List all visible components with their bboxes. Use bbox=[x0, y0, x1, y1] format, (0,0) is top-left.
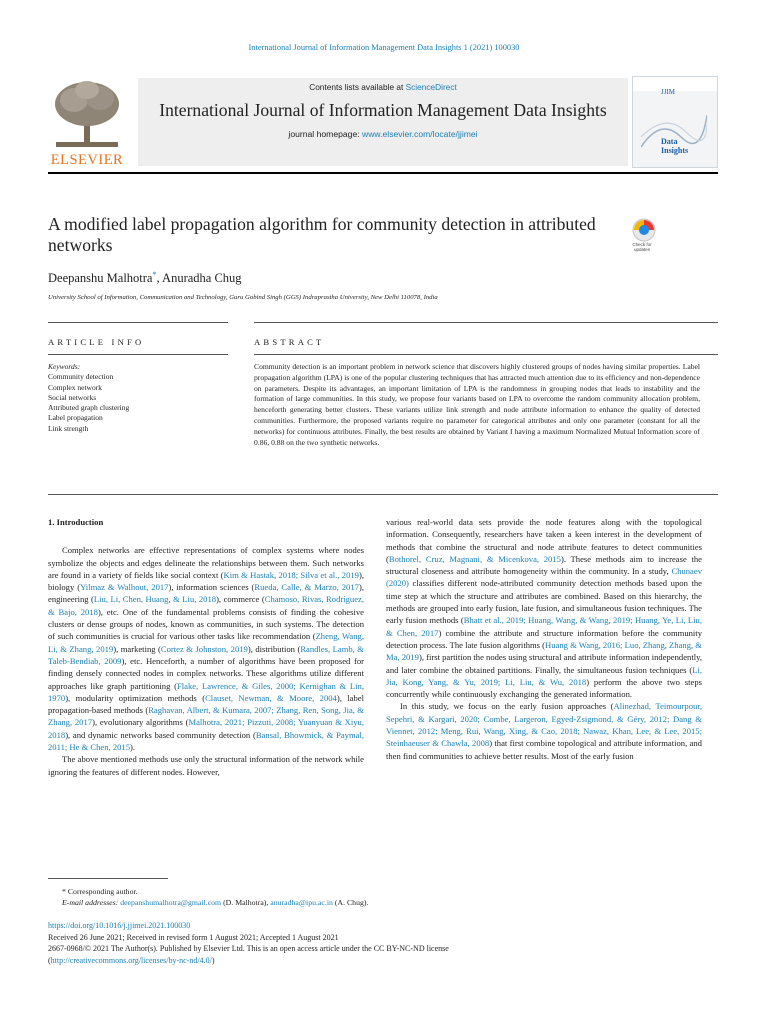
abstract-subrule bbox=[254, 354, 718, 355]
affiliation: University School of Information, Communication and Technology, Guru Gobind Singh (GGS) Indraprastha University, New Delhi 110078, India bbox=[48, 294, 438, 301]
footnotes bbox=[48, 886, 718, 908]
intro-paragraph-3: various real-world data sets provide the node features along with the topological information. Consequently, researchers have taken a keen interest in the development of methods that combine the structural and node attribute features to detect communities (Bothorel, Cruz, Magnani, & Micenkova, 2015). These methods aim to increase the structural closeness and attribute homogeneity within the community. In a study, Chunaev (2020) classifies different node-attributed community detection methods based upon the time step at which the structure and attributes are combined. Based on this hierarchy, the methods are grouped into early fusion, late fusion, and simultaneous fusion techniques. The early fusion methods (Bhatt et al., 2019; Huang, Wang, & Wang, 2019; Huang, Ye, Li, Liu, & Chen, 2017) combine the attribute and structure information before the community detection process. The late fusion algorithms (Huang & Wang, 2016; Luo, Zhang, Zhang, & Ma, 2019), first partition the nodes using structural and attribute information independently, and later combine the obtained partitions. Finally, the simultaneous fusion techniques (Li, Jia, Kong, Yang, & Yu, 2019; Li, Liu, & Wu, 2018) perform the above two steps concurrently while continuously exchanging the generated information. bbox=[386, 517, 703, 700]
copyright-line: 2667-0968/© 2021 The Author(s). Published by Elsevier Ltd. This is an open access article under the CC BY-NC-ND license bbox=[48, 944, 449, 953]
header-rule bbox=[48, 172, 718, 174]
elsevier-wordmark: ELSEVIER bbox=[50, 152, 124, 168]
citation-link[interactable]: Raghavan, Albert, & Kumara, 2007; Zhang, Ren, Song, Jia, & Zhang, 2017 bbox=[48, 705, 364, 728]
license-link[interactable]: http://creativecommons.org/licenses/by-nc-nd/4.0/ bbox=[50, 955, 212, 965]
citation-link[interactable]: Kim & Hastak, 2018; Silva et al., 2019 bbox=[223, 569, 359, 580]
left-column bbox=[48, 516, 364, 778]
corresponding-mark[interactable]: * bbox=[152, 270, 157, 279]
homepage-line: journal homepage: www.elsevier.com/locate/jjimei bbox=[288, 129, 478, 139]
cover-title: Data Insights bbox=[661, 137, 689, 155]
check-for-updates-label[interactable]: Check for updates bbox=[632, 242, 652, 252]
keywords-list bbox=[48, 372, 228, 434]
citation-link[interactable]: Huang & Wang, 2016; Luo, Zhang, Zhang, & Ma, 2019 bbox=[386, 639, 702, 663]
citation-link[interactable]: Malhotra, 2021; Pizzuti, 2008; Yuanyuan & Xiyu, 2018 bbox=[48, 717, 364, 740]
top-citation[interactable]: International Journal of Information Management Data Insights 1 (2021) 100030 bbox=[248, 43, 520, 52]
citation-link[interactable]: Clauset, Newman, & Moore, 2004 bbox=[205, 692, 337, 703]
citation-link[interactable]: Bothorel, Cruz, Magnani, & Micenkova, 2015 bbox=[388, 553, 561, 564]
author-list bbox=[48, 270, 242, 286]
author-1[interactable]: Deepanshu Malhotra bbox=[48, 271, 153, 286]
citation-link[interactable]: Bhatt et al., 2019; Huang, Wang, & Wang, 2019; Huang, Ye, Li, Liu, & Chen, 2017 bbox=[386, 615, 702, 638]
citation-link[interactable]: Chunaev (2020) bbox=[386, 566, 702, 589]
abstract-rule bbox=[254, 322, 718, 323]
citation-link[interactable]: Yilmaz & Walhout, 2017 bbox=[80, 582, 169, 593]
article-info-heading: ARTICLE INFO bbox=[48, 337, 145, 347]
keyword-item: Link strength bbox=[48, 423, 89, 433]
citation-link[interactable]: Li, Jia, Kong, Yang, & Yu, 2019; Li, Liu, & Wu, 2018 bbox=[386, 664, 702, 687]
abstract-bottom-rule bbox=[48, 494, 718, 495]
right-column bbox=[386, 516, 702, 762]
homepage-link[interactable]: www.elsevier.com/locate/jjimei bbox=[362, 129, 478, 139]
intro-paragraph-4: In this study, we focus on the early fusion approaches (Alinezhad, Teimourpour, Sepehri, & Kargari, 2020; Combe, Largeron, Egyed-Zsigmond, & Géry, 2012; Dang & Viennet, 2012; Meng, Rui, Wang, Xing, & Cao, 2018; Nawaz, Khan, Lee, & Lee, 2015; Steinhaeuser & Chawla, 2008) that first combine topological and attribute information, and then find communities to achieve better results. Most of the early fusion bbox=[386, 701, 702, 761]
elsevier-tree-icon bbox=[52, 78, 122, 150]
author-2[interactable]: , Anuradha Chug bbox=[156, 271, 242, 286]
citation-link[interactable]: Zheng, Wang, Li, & Zhang, 2019 bbox=[48, 631, 364, 654]
abstract-text: Community detection is an important problem in network science that discovers highly clustered groups of nodes having similar properties. Label propagation algorithm (LPA) is one of the popular clustering techniques that has attracted much attention due to its efficiency and non-dependence on parameters. Despite its advantages, an important limitation of LPA is the randomness in grouping nodes that leads to instability and the formation of large communities. In this study, we propose four variants based on LPA to overcome the random community allocation problem, henceforth generating better clusters. These variants utilize link strength and node attribute information to enhance the quality of detected communities. Furthermore, the proposed variants require no parameter for categorical attributes and only one parameter (constant for all the networks) for continuous attributes. Finally, the best results are obtained by Variant I having a maximum Normalized Mutual Information score of 0.86, 0.88 on the two synthetic networks. bbox=[254, 362, 700, 447]
contents-line: Contents lists available at ScienceDirect bbox=[309, 82, 457, 92]
email-link-2[interactable]: anuradha@ipu.ac.in bbox=[270, 898, 333, 907]
license-line: (http://creativecommons.org/licenses/by-nc-nd/4.0/) bbox=[48, 955, 215, 965]
citation-link[interactable]: Flake, Lawrence, & Giles, 2000; Kernighan & Lin, 1970 bbox=[48, 680, 364, 703]
doi-link[interactable]: https://doi.org/10.1016/j.jjimei.2021.100030 bbox=[48, 921, 191, 930]
journal-title: International Journal of Information Management Data Insights bbox=[159, 100, 607, 120]
keyword-item: Label propagation bbox=[48, 413, 103, 423]
citation-link[interactable]: Cortez & Johnston, 2019 bbox=[160, 643, 248, 654]
received-dates: Received 26 June 2021; Received in revised form 1 August 2021; Accepted 1 August 2021 bbox=[48, 932, 339, 942]
abstract-heading: ABSTRACT bbox=[254, 337, 325, 347]
footnote-rule bbox=[48, 878, 168, 879]
keyword-item: Complex network bbox=[48, 382, 102, 392]
citation-link[interactable]: Chamoso, Rivas, Rodríguez, & Bajo, 2018 bbox=[48, 594, 364, 617]
section-heading-introduction: 1. Introduction bbox=[48, 517, 104, 527]
citation-link[interactable]: Alinezhad, Teimourpour, Sepehri, & Kargari, 2020; Combe, Largeron, Egyed-Zsigmond, & Géry, 2012; Dang & Viennet, 2012; Meng, Rui, Wang, Xing, & Cao, 2018; Nawaz, Khan, Lee, & Lee, 2015; Steinhaeuser & Chawla, 2008 bbox=[386, 701, 702, 749]
citation-link[interactable]: Liu, Li, Chen, Huang, & Liu, 2018 bbox=[93, 594, 217, 605]
info-subrule bbox=[48, 354, 228, 355]
cover-code: JJIM bbox=[661, 88, 676, 96]
citation-link[interactable]: Randles, Lamb, & Taleb-Bendiab, 2009 bbox=[48, 643, 364, 666]
citation-link[interactable]: Bansal, Bhowmick, & Paymal, 2011; He & Chen, 2015 bbox=[48, 729, 365, 753]
email-addresses: E-mail addresses: deepanshumalhotra@gmail.com (D. Malhotra), anuradha@ipu.ac.in (A. Chug). bbox=[62, 898, 369, 907]
sciencedirect-link[interactable]: ScienceDirect bbox=[405, 82, 457, 92]
journal-cover[interactable] bbox=[632, 76, 718, 168]
intro-paragraph-1: Complex networks are effective representations of complex systems where nodes symbolize the objects and edges delineate the relationships between them. Such networks are found in a variety of fields like social context (Kim & Hastak, 2018; Silva et al., 2019), biology (Yilmaz & Walhout, 2017), information sciences (Rueda, Calle, & Marzo, 2017), engineering (Liu, Li, Chen, Huang, & Liu, 2018), commerce (Chamoso, Rivas, Rodríguez, & Bajo, 2018), etc. One of the fundamental problems consists of finding the cohesive clusters or dense groups of nodes, known as communities, in such systems. The detection of such communities is crucial for various other tasks like recommendation (Zheng, Wang, Li, & Zhang, 2019), marketing (Cortez & Johnston, 2019), distribution (Randles, Lamb, & Taleb-Bendiab, 2009), etc. Henceforth, a number of algorithms have been proposed for finding densely connected nodes in complex networks. These algorithms utilize different approaches like graph partitioning (Flake, Lawrence, & Giles, 2000; Kernighan & Lin, 1970), modularity optimization methods (Clauset, Newman, & Moore, 2004), label propagation-based methods (Raghavan, Albert, & Kumara, 2007; Zhang, Ren, Song, Jia, & Zhang, 2017), evolutionary algorithms (Malhotra, 2021; Pizzuti, 2008; Yuanyuan & Xiyu, 2018), and dynamic networks based community detection (Bansal, Bhowmick, & Paymal, 2011; He & Chen, 2015). bbox=[48, 545, 365, 753]
intro-paragraph-2: The above mentioned methods use only the structural information of the network while ignoring the features of different nodes. However, bbox=[48, 754, 364, 777]
citation-link[interactable]: Rueda, Calle, & Marzo, 2017 bbox=[254, 582, 359, 593]
corresponding-author-note: * Corresponding author. bbox=[62, 887, 138, 896]
email-link-1[interactable]: deepanshumalhotra@gmail.com bbox=[120, 898, 222, 907]
paper-title: A modified label propagation algorithm for community detection in attributed networks bbox=[48, 214, 596, 255]
article-metadata bbox=[48, 920, 718, 966]
keyword-item: Attributed graph clustering bbox=[48, 403, 130, 413]
journal-header bbox=[48, 76, 718, 168]
keyword-item: Community detection bbox=[48, 372, 114, 382]
keyword-item: Social networks bbox=[48, 392, 97, 402]
keywords-label: Keywords: bbox=[48, 362, 81, 371]
elsevier-logo[interactable] bbox=[48, 76, 126, 168]
keywords bbox=[48, 362, 228, 434]
journal-banner bbox=[138, 78, 628, 166]
info-rule bbox=[48, 322, 228, 323]
